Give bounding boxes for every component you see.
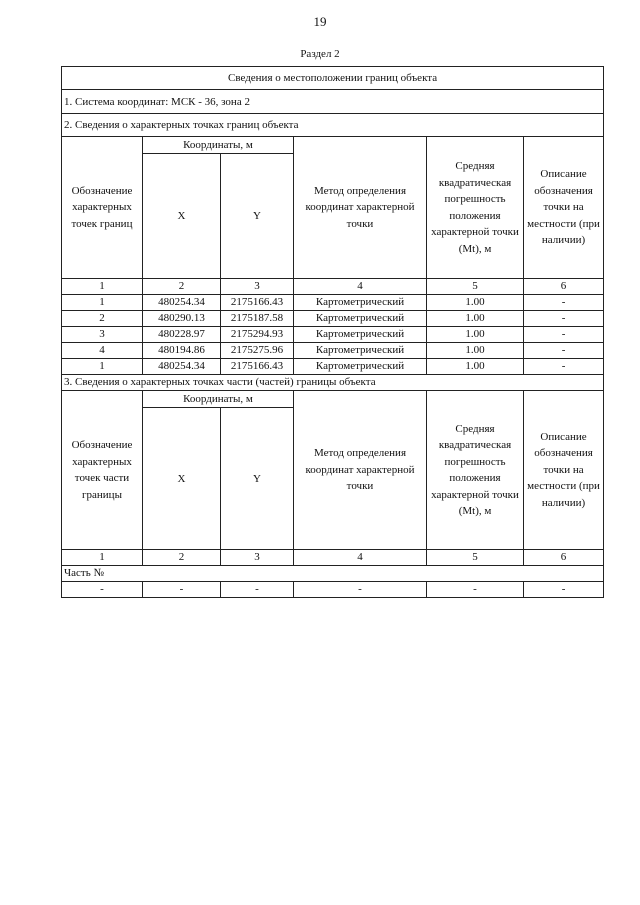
point-method: Картометрический bbox=[294, 343, 427, 359]
section3-heading: 3. Сведения о характерных точках части (частей) границы объекта bbox=[62, 375, 604, 391]
header-description: Описание обозначения точки на местности (при наличии) bbox=[524, 137, 604, 279]
point-y: 2175187.58 bbox=[221, 311, 294, 327]
point-id: 2 bbox=[62, 311, 143, 327]
column-number: 3 bbox=[221, 550, 294, 566]
coord-system: 1. Система координат: МСК - 36, зона 2 bbox=[62, 90, 604, 114]
column-number: 2 bbox=[143, 550, 221, 566]
point-desc: - bbox=[524, 327, 604, 343]
empty-cell: - bbox=[143, 582, 221, 598]
empty-cell: - bbox=[524, 582, 604, 598]
point-x: 480194.86 bbox=[143, 343, 221, 359]
column-number: 5 bbox=[427, 550, 524, 566]
point-method: Картометрический bbox=[294, 295, 427, 311]
header-accuracy: Средняя квадратическая погрешность положения характерной точки (Mt), м bbox=[427, 391, 524, 550]
table-row bbox=[62, 327, 604, 343]
header-designation-parts: Обозначение характерных точек части границы bbox=[62, 391, 143, 550]
table-title: Сведения о местоположении границ объекта bbox=[62, 67, 604, 90]
point-method: Картометрический bbox=[294, 327, 427, 343]
header-accuracy: Средняя квадратическая погрешность положения характерной точки (Mt), м bbox=[427, 137, 524, 279]
point-mt: 1.00 bbox=[427, 311, 524, 327]
column-number: 3 bbox=[221, 279, 294, 295]
column-number: 6 bbox=[524, 550, 604, 566]
point-mt: 1.00 bbox=[427, 327, 524, 343]
table-row bbox=[62, 295, 604, 311]
header-description: Описание обозначения точки на местности (при наличии) bbox=[524, 391, 604, 550]
point-mt: 1.00 bbox=[427, 343, 524, 359]
column-number: 1 bbox=[62, 550, 143, 566]
part-label: Часть № bbox=[62, 566, 604, 582]
header-designation-points: Обозначение характерных точек границ bbox=[62, 137, 143, 279]
point-mt: 1.00 bbox=[427, 359, 524, 375]
header-y: Y bbox=[221, 408, 294, 550]
section2-heading: 2. Сведения о характерных точках границ объекта bbox=[62, 114, 604, 137]
boundaries-table bbox=[61, 66, 604, 598]
point-x: 480290.13 bbox=[143, 311, 221, 327]
point-method: Картометрический bbox=[294, 311, 427, 327]
point-id: 3 bbox=[62, 327, 143, 343]
point-desc: - bbox=[524, 343, 604, 359]
point-desc: - bbox=[524, 359, 604, 375]
column-number: 4 bbox=[294, 550, 427, 566]
page-number: 19 bbox=[313, 14, 327, 29]
point-x: 480228.97 bbox=[143, 327, 221, 343]
header-x: X bbox=[143, 408, 221, 550]
header-coordinates: Координаты, м bbox=[143, 137, 294, 154]
point-desc: - bbox=[524, 295, 604, 311]
header-method: Метод определения координат характерной точки bbox=[294, 137, 427, 279]
column-numbers-row bbox=[62, 550, 604, 566]
column-number: 5 bbox=[427, 279, 524, 295]
column-numbers-row bbox=[62, 279, 604, 295]
point-desc: - bbox=[524, 311, 604, 327]
header-x: X bbox=[143, 154, 221, 279]
empty-cell: - bbox=[294, 582, 427, 598]
section-title: Раздел 2 bbox=[300, 48, 340, 60]
column-number: 6 bbox=[524, 279, 604, 295]
point-y: 2175166.43 bbox=[221, 295, 294, 311]
header-coordinates: Координаты, м bbox=[143, 391, 294, 408]
header-y: Y bbox=[221, 154, 294, 279]
point-y: 2175294.93 bbox=[221, 327, 294, 343]
point-x: 480254.34 bbox=[143, 295, 221, 311]
table-row bbox=[62, 359, 604, 375]
point-y: 2175166.43 bbox=[221, 359, 294, 375]
column-number: 2 bbox=[143, 279, 221, 295]
point-method: Картометрический bbox=[294, 359, 427, 375]
column-number: 1 bbox=[62, 279, 143, 295]
table-row bbox=[62, 311, 604, 327]
table-row bbox=[62, 343, 604, 359]
header-method: Метод определения координат характерной точки bbox=[294, 391, 427, 550]
table-row bbox=[62, 582, 604, 598]
empty-cell: - bbox=[62, 582, 143, 598]
point-id: 1 bbox=[62, 295, 143, 311]
empty-cell: - bbox=[221, 582, 294, 598]
point-x: 480254.34 bbox=[143, 359, 221, 375]
point-mt: 1.00 bbox=[427, 295, 524, 311]
point-id: 1 bbox=[62, 359, 143, 375]
empty-cell: - bbox=[427, 582, 524, 598]
point-id: 4 bbox=[62, 343, 143, 359]
point-y: 2175275.96 bbox=[221, 343, 294, 359]
column-number: 4 bbox=[294, 279, 427, 295]
